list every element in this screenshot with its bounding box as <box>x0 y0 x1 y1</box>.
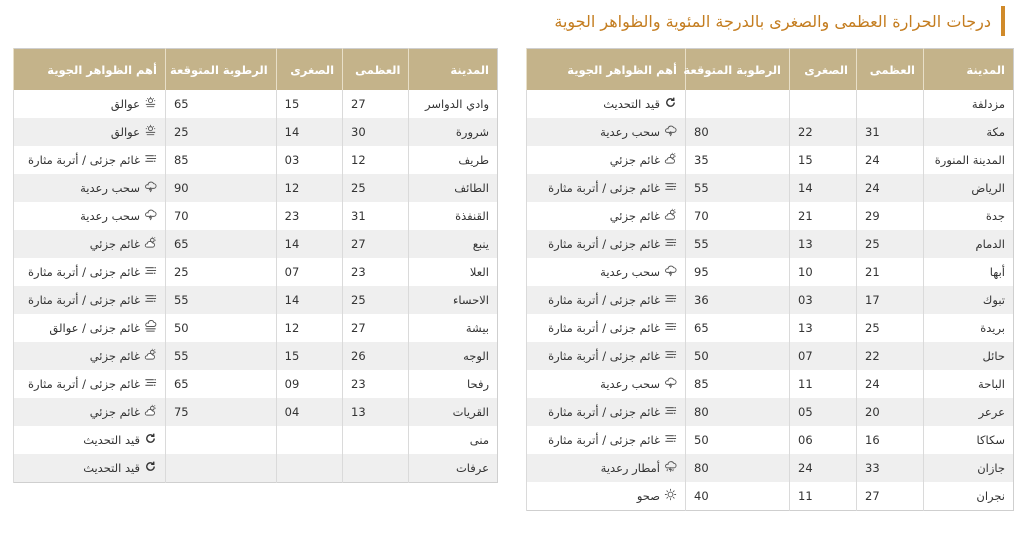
city-cell: الرياض <box>924 174 1014 202</box>
dust-icon <box>664 348 677 364</box>
min-temp-cell: 12 <box>276 174 342 202</box>
condition-cell <box>14 146 166 174</box>
table-row <box>14 90 498 118</box>
condition-label: سحب رعدية <box>600 265 660 279</box>
condition-cell <box>527 90 686 118</box>
table-row <box>527 174 1014 202</box>
haze-icon <box>144 124 157 140</box>
condition-cell <box>14 286 166 314</box>
condition-label: قيد التحديث <box>83 461 140 475</box>
condition <box>90 236 157 252</box>
humidity-cell: 85 <box>686 370 790 398</box>
min-temp-cell: 07 <box>276 258 342 286</box>
dust-icon <box>664 432 677 448</box>
condition <box>83 432 157 448</box>
min-temp-cell: 15 <box>276 90 342 118</box>
max-temp-cell: 31 <box>857 118 924 146</box>
city-cell: الطائف <box>409 174 498 202</box>
condition <box>90 404 157 420</box>
max-temp-cell: 25 <box>857 230 924 258</box>
condition <box>83 460 157 476</box>
condition-label: سحب رعدية <box>80 181 140 195</box>
condition-label: أمطار رعدية <box>600 461 660 475</box>
table-row <box>14 370 498 398</box>
table-row <box>527 118 1014 146</box>
city-cell: تبوك <box>924 286 1014 314</box>
condition <box>548 404 677 420</box>
max-temp-cell: 26 <box>343 342 409 370</box>
humidity-cell: 70 <box>686 202 790 230</box>
humidity-cell: 90 <box>165 174 276 202</box>
max-temp-cell: 13 <box>343 398 409 426</box>
humidity-cell <box>165 426 276 454</box>
condition-label: غائم جزئى / أتربة مثارة <box>548 349 660 363</box>
dust-icon <box>664 236 677 252</box>
condition <box>610 152 677 168</box>
min-temp-cell: 07 <box>790 342 857 370</box>
min-temp-cell: 23 <box>276 202 342 230</box>
min-temp-cell <box>790 90 857 118</box>
dust-icon <box>664 320 677 336</box>
city-cell: المدينة المنورة <box>924 146 1014 174</box>
condition <box>548 180 677 196</box>
column-header-min: الصغرى <box>276 49 342 91</box>
humidity-cell: 80 <box>686 454 790 482</box>
min-temp-cell: 14 <box>276 118 342 146</box>
condition-label: صحو <box>636 489 660 503</box>
humidity-cell: 25 <box>165 258 276 286</box>
condition-cell <box>527 202 686 230</box>
condition-cell <box>14 342 166 370</box>
city-cell: وادي الدواسر <box>409 90 498 118</box>
table-row <box>14 118 498 146</box>
humidity-cell: 55 <box>165 342 276 370</box>
condition <box>548 432 677 448</box>
condition-label: غائم جزئى / أتربة مثارة <box>548 433 660 447</box>
table-row <box>527 426 1014 454</box>
condition-cell <box>527 398 686 426</box>
table-row <box>527 398 1014 426</box>
table-row <box>527 370 1014 398</box>
city-cell: الباحة <box>924 370 1014 398</box>
table-row <box>527 90 1014 118</box>
max-temp-cell: 31 <box>343 202 409 230</box>
table-body <box>527 90 1014 511</box>
max-temp-cell <box>857 90 924 118</box>
condition-cell <box>527 342 686 370</box>
condition <box>111 96 157 112</box>
min-temp-cell: 21 <box>790 202 857 230</box>
min-temp-cell: 11 <box>790 370 857 398</box>
humidity-cell: 50 <box>686 426 790 454</box>
condition <box>548 348 677 364</box>
table-row <box>527 314 1014 342</box>
city-cell: بيشة <box>409 314 498 342</box>
condition <box>601 460 677 476</box>
condition <box>80 180 157 196</box>
table-row <box>14 286 498 314</box>
table-row <box>527 342 1014 370</box>
condition-label: غائم جزئى / أتربة مثارة <box>548 237 660 251</box>
min-temp-cell: 22 <box>790 118 857 146</box>
max-temp-cell: 21 <box>857 258 924 286</box>
column-header-condition: أهم الظواهر الجوية <box>14 49 166 91</box>
humidity-cell: 50 <box>165 314 276 342</box>
condition-label: غائم جزئي <box>89 349 140 363</box>
city-cell: الاحساء <box>409 286 498 314</box>
max-temp-cell: 22 <box>857 342 924 370</box>
column-header-min: الصغرى <box>790 49 857 91</box>
max-temp-cell: 16 <box>857 426 924 454</box>
humidity-cell: 25 <box>165 118 276 146</box>
condition <box>600 264 677 280</box>
partly-cloudy-icon <box>144 236 157 252</box>
table-row <box>527 286 1014 314</box>
max-temp-cell: 25 <box>857 314 924 342</box>
humidity-cell: 65 <box>165 90 276 118</box>
humidity-cell <box>686 90 790 118</box>
table-row <box>14 146 498 174</box>
min-temp-cell: 13 <box>790 314 857 342</box>
condition <box>600 124 677 140</box>
condition <box>90 348 157 364</box>
dust-icon <box>144 152 157 168</box>
table-header-row <box>527 49 1014 91</box>
condition <box>548 236 677 252</box>
thunder-rain-icon <box>664 460 677 476</box>
humidity-cell: 85 <box>165 146 276 174</box>
column-header-city: المدينة <box>409 49 498 91</box>
table-row <box>14 342 498 370</box>
min-temp-cell: 15 <box>276 342 342 370</box>
partly-cloudy-icon <box>144 404 157 420</box>
city-cell: القريات <box>409 398 498 426</box>
max-temp-cell: 29 <box>857 202 924 230</box>
condition-label: غائم جزئى / عوالق <box>49 321 140 335</box>
condition <box>637 488 677 504</box>
min-temp-cell: 14 <box>276 286 342 314</box>
condition-label: غائم جزئي <box>89 237 140 251</box>
table-row <box>527 482 1014 511</box>
thunderstorm-icon <box>144 208 157 224</box>
humidity-cell: 50 <box>686 342 790 370</box>
max-temp-cell <box>343 454 409 483</box>
humidity-cell <box>165 454 276 483</box>
refresh-icon <box>144 432 157 448</box>
humidity-cell: 40 <box>686 482 790 511</box>
max-temp-cell: 24 <box>857 146 924 174</box>
condition-label: قيد التحديث <box>603 97 660 111</box>
city-cell: الوجه <box>409 342 498 370</box>
humidity-cell: 80 <box>686 398 790 426</box>
condition-label: غائم جزئي <box>89 405 140 419</box>
min-temp-cell: 06 <box>790 426 857 454</box>
min-temp-cell: 14 <box>790 174 857 202</box>
max-temp-cell: 23 <box>343 258 409 286</box>
column-header-max: العظمى <box>343 49 409 91</box>
condition-cell <box>527 118 686 146</box>
condition <box>610 208 677 224</box>
max-temp-cell: 24 <box>857 174 924 202</box>
condition-cell <box>14 426 166 454</box>
humidity-cell: 55 <box>165 286 276 314</box>
humidity-cell: 36 <box>686 286 790 314</box>
min-temp-cell: 03 <box>276 146 342 174</box>
max-temp-cell: 33 <box>857 454 924 482</box>
dust-icon <box>144 376 157 392</box>
condition-cell <box>527 286 686 314</box>
city-cell: رفحا <box>409 370 498 398</box>
condition-cell <box>527 426 686 454</box>
thunderstorm-icon <box>144 180 157 196</box>
city-cell: أبها <box>924 258 1014 286</box>
condition <box>49 320 157 336</box>
humidity-cell: 75 <box>165 398 276 426</box>
table-row <box>14 174 498 202</box>
condition-label: عوالق <box>110 125 140 139</box>
dust-icon <box>664 180 677 196</box>
min-temp-cell: 04 <box>276 398 342 426</box>
min-temp-cell: 03 <box>790 286 857 314</box>
min-temp-cell: 11 <box>790 482 857 511</box>
humidity-cell: 55 <box>686 230 790 258</box>
city-cell: مكة <box>924 118 1014 146</box>
condition-cell <box>527 482 686 511</box>
condition-cell <box>527 230 686 258</box>
city-cell: ينبع <box>409 230 498 258</box>
city-cell: نجران <box>924 482 1014 511</box>
max-temp-cell: 24 <box>857 370 924 398</box>
thunderstorm-icon <box>664 124 677 140</box>
column-header-city: المدينة <box>924 49 1014 91</box>
table-row <box>14 398 498 426</box>
humidity-cell: 70 <box>165 202 276 230</box>
condition-cell <box>14 398 166 426</box>
fog-icon <box>144 320 157 336</box>
city-cell: الدمام <box>924 230 1014 258</box>
min-temp-cell: 12 <box>276 314 342 342</box>
sun-icon <box>664 488 677 504</box>
condition-label: سحب رعدية <box>600 377 660 391</box>
condition-label: عوالق <box>110 97 140 111</box>
condition-cell <box>14 258 166 286</box>
haze-icon <box>144 96 157 112</box>
max-temp-cell: 27 <box>857 482 924 511</box>
thunderstorm-icon <box>664 376 677 392</box>
thunderstorm-icon <box>664 264 677 280</box>
condition-label: غائم جزئى / أتربة مثارة <box>28 377 140 391</box>
condition <box>28 292 157 308</box>
humidity-cell: 65 <box>686 314 790 342</box>
max-temp-cell: 20 <box>857 398 924 426</box>
humidity-cell: 80 <box>686 118 790 146</box>
city-cell: شرورة <box>409 118 498 146</box>
min-temp-cell: 10 <box>790 258 857 286</box>
condition-label: غائم جزئى / أتربة مثارة <box>548 293 660 307</box>
condition-label: سحب رعدية <box>80 209 140 223</box>
min-temp-cell <box>276 426 342 454</box>
table-header-row <box>14 49 498 91</box>
city-cell: عرعر <box>924 398 1014 426</box>
humidity-cell: 55 <box>686 174 790 202</box>
condition-cell <box>527 174 686 202</box>
table-row <box>527 454 1014 482</box>
column-header-condition: أهم الظواهر الجوية <box>527 49 686 91</box>
table-row <box>14 454 498 483</box>
condition-label: غائم جزئى / أتربة مثارة <box>28 265 140 279</box>
condition-cell <box>14 174 166 202</box>
condition-label: غائم جزئي <box>609 209 660 223</box>
condition-cell <box>527 454 686 482</box>
dust-icon <box>664 404 677 420</box>
column-header-humidity: الرطوبة المتوقعة <box>165 49 276 91</box>
condition-label: غائم جزئى / أتربة مثارة <box>548 181 660 195</box>
condition-label: غائم جزئى / أتربة مثارة <box>28 293 140 307</box>
condition-cell <box>527 370 686 398</box>
condition-cell <box>14 370 166 398</box>
max-temp-cell: 27 <box>343 230 409 258</box>
weather-table-right <box>526 48 1014 511</box>
table-row <box>14 258 498 286</box>
table-row <box>14 230 498 258</box>
max-temp-cell: 27 <box>343 314 409 342</box>
condition-cell <box>14 118 166 146</box>
max-temp-cell: 25 <box>343 286 409 314</box>
condition <box>603 96 677 112</box>
partly-cloudy-icon <box>664 152 677 168</box>
table-row <box>14 202 498 230</box>
max-temp-cell: 17 <box>857 286 924 314</box>
condition <box>111 124 157 140</box>
humidity-cell: 95 <box>686 258 790 286</box>
city-cell: القنفذة <box>409 202 498 230</box>
dust-icon <box>664 292 677 308</box>
humidity-cell: 65 <box>165 370 276 398</box>
table-row <box>527 202 1014 230</box>
page-header <box>554 6 1005 36</box>
condition-label: غائم جزئى / أتربة مثارة <box>28 153 140 167</box>
min-temp-cell: 24 <box>790 454 857 482</box>
condition-label: غائم جزئى / أتربة مثارة <box>548 405 660 419</box>
refresh-icon <box>664 96 677 112</box>
condition-cell <box>14 90 166 118</box>
max-temp-cell: 23 <box>343 370 409 398</box>
condition <box>28 264 157 280</box>
city-cell: طريف <box>409 146 498 174</box>
partly-cloudy-icon <box>664 208 677 224</box>
table-row <box>14 426 498 454</box>
condition-cell <box>14 230 166 258</box>
condition <box>28 152 157 168</box>
max-temp-cell: 25 <box>343 174 409 202</box>
city-cell: بريدة <box>924 314 1014 342</box>
city-cell: منى <box>409 426 498 454</box>
city-cell: عرفات <box>409 454 498 483</box>
condition <box>548 292 677 308</box>
condition-label: غائم جزئي <box>609 153 660 167</box>
max-temp-cell <box>343 426 409 454</box>
city-cell: جازان <box>924 454 1014 482</box>
min-temp-cell: 15 <box>790 146 857 174</box>
condition-cell <box>527 146 686 174</box>
condition-cell <box>527 314 686 342</box>
condition-cell <box>14 314 166 342</box>
city-cell: مزدلفة <box>924 90 1014 118</box>
humidity-cell: 65 <box>165 230 276 258</box>
max-temp-cell: 27 <box>343 90 409 118</box>
table-row <box>527 230 1014 258</box>
max-temp-cell: 12 <box>343 146 409 174</box>
refresh-icon <box>144 460 157 476</box>
min-temp-cell: 13 <box>790 230 857 258</box>
condition <box>28 376 157 392</box>
dust-icon <box>144 292 157 308</box>
column-header-humidity: الرطوبة المتوقعة <box>686 49 790 91</box>
min-temp-cell <box>276 454 342 483</box>
city-cell: حائل <box>924 342 1014 370</box>
condition <box>548 320 677 336</box>
partly-cloudy-icon <box>144 348 157 364</box>
condition-label: غائم جزئى / أتربة مثارة <box>548 321 660 335</box>
condition <box>80 208 157 224</box>
weather-table-left <box>13 48 498 483</box>
table-body <box>14 90 498 483</box>
city-cell: العلا <box>409 258 498 286</box>
dust-icon <box>144 264 157 280</box>
condition-cell <box>14 202 166 230</box>
max-temp-cell: 30 <box>343 118 409 146</box>
table-row <box>527 146 1014 174</box>
table-row <box>527 258 1014 286</box>
city-cell: سكاكا <box>924 426 1014 454</box>
condition-label: سحب رعدية <box>600 125 660 139</box>
condition-cell <box>527 258 686 286</box>
humidity-cell: 35 <box>686 146 790 174</box>
min-temp-cell: 09 <box>276 370 342 398</box>
city-cell: جدة <box>924 202 1014 230</box>
condition <box>600 376 677 392</box>
min-temp-cell: 05 <box>790 398 857 426</box>
column-header-max: العظمى <box>857 49 924 91</box>
min-temp-cell: 14 <box>276 230 342 258</box>
page-title: درجات الحرارة العظمى والصغرى بالدرجة المئوية والظواهر الجوية <box>554 11 991 31</box>
table-row <box>14 314 498 342</box>
condition-label: قيد التحديث <box>83 433 140 447</box>
condition-cell <box>14 454 166 483</box>
